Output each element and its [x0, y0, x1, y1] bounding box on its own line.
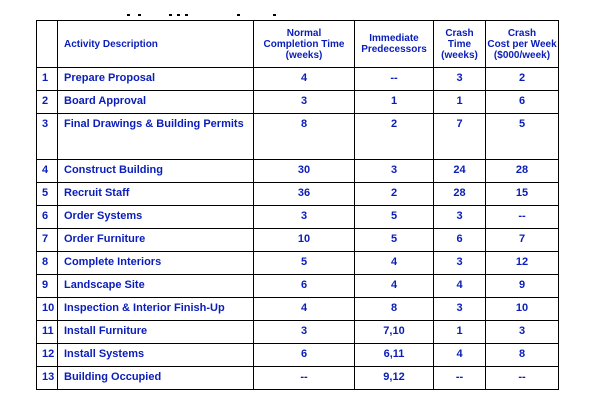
- table-row: [37, 344, 559, 367]
- row-number: 4: [37, 160, 58, 183]
- activity-description: Install Systems: [58, 344, 254, 367]
- crash-time: 24: [434, 160, 486, 183]
- header-pred-line1: Immediate: [369, 33, 419, 44]
- crash-cost-per-week: 9: [486, 275, 559, 298]
- immediate-predecessors: 5: [355, 229, 434, 252]
- header-normal-line1: Normal: [286, 27, 322, 39]
- crash-cost-per-week: 8: [486, 344, 559, 367]
- immediate-predecessors: 2: [355, 183, 434, 206]
- crash-time: 1: [434, 321, 486, 344]
- immediate-predecessors: 3: [355, 160, 434, 183]
- header-normal-line2: Completion Time: [263, 38, 345, 50]
- table-row: [37, 160, 559, 183]
- activity-description: Recruit Staff: [58, 183, 254, 206]
- crash-time: 3: [434, 206, 486, 229]
- activity-table-container: [36, 20, 559, 390]
- crash-time: 4: [434, 275, 486, 298]
- crash-time: 3: [434, 298, 486, 321]
- crash-time: 3: [434, 68, 486, 91]
- row-number: 13: [37, 367, 58, 390]
- activity-description: Inspection & Interior Finish-Up: [58, 298, 254, 321]
- header-cost-line2: Cost per Week: [487, 38, 557, 50]
- activity-table: [36, 20, 559, 390]
- row-number: 1: [37, 68, 58, 91]
- normal-completion-time: --: [254, 367, 355, 390]
- crash-cost-per-week: 10: [486, 298, 559, 321]
- header-crash-line3: (weeks): [441, 49, 478, 61]
- table-body: [37, 68, 559, 390]
- header-immediate-predecessors: [355, 21, 434, 68]
- crash-cost-per-week: 2: [486, 68, 559, 91]
- immediate-predecessors: 6,11: [355, 344, 434, 367]
- immediate-predecessors: 1: [355, 91, 434, 114]
- immediate-predecessors: --: [355, 68, 434, 91]
- table-row: [37, 114, 559, 160]
- row-number: 10: [37, 298, 58, 321]
- table-row: [37, 298, 559, 321]
- normal-completion-time: 6: [254, 344, 355, 367]
- activity-description: Building Occupied: [58, 367, 254, 390]
- table-row: [37, 229, 559, 252]
- header-crash-cost-per-week: [486, 21, 559, 68]
- activity-description: Complete Interiors: [58, 252, 254, 275]
- immediate-predecessors: 9,12: [355, 367, 434, 390]
- row-number: 6: [37, 206, 58, 229]
- table-row: [37, 321, 559, 344]
- crash-cost-per-week: 15: [486, 183, 559, 206]
- activity-description: Final Drawings & Building Permits: [58, 114, 254, 160]
- activity-description: Construct Building: [58, 160, 254, 183]
- crash-cost-per-week: --: [486, 206, 559, 229]
- crash-time: 4: [434, 344, 486, 367]
- row-number: 8: [37, 252, 58, 275]
- header-cost-line3: ($000/week): [493, 49, 551, 61]
- normal-completion-time: 8: [254, 114, 355, 160]
- table-row: [37, 206, 559, 229]
- normal-completion-time: 36: [254, 183, 355, 206]
- crash-cost-per-week: 5: [486, 114, 559, 160]
- cropped-text-marks: [127, 14, 277, 18]
- normal-completion-time: 10: [254, 229, 355, 252]
- table-row: [37, 183, 559, 206]
- table-row: [37, 367, 559, 390]
- table-row: [37, 91, 559, 114]
- normal-completion-time: 4: [254, 68, 355, 91]
- normal-completion-time: 30: [254, 160, 355, 183]
- immediate-predecessors: 4: [355, 275, 434, 298]
- table-row: [37, 252, 559, 275]
- header-normal-line3: (weeks): [285, 49, 323, 61]
- crash-cost-per-week: 12: [486, 252, 559, 275]
- row-number: 5: [37, 183, 58, 206]
- row-number: 11: [37, 321, 58, 344]
- crash-cost-per-week: 6: [486, 91, 559, 114]
- crash-cost-per-week: 3: [486, 321, 559, 344]
- header-crash-time: [434, 21, 486, 68]
- table-row: [37, 68, 559, 91]
- crash-time: 7: [434, 114, 486, 160]
- activity-description: Prepare Proposal: [58, 68, 254, 91]
- activity-description: Order Systems: [58, 206, 254, 229]
- crash-cost-per-week: 28: [486, 160, 559, 183]
- crash-cost-per-week: 7: [486, 229, 559, 252]
- immediate-predecessors: 7,10: [355, 321, 434, 344]
- activity-description: Install Furniture: [58, 321, 254, 344]
- header-crash-line2: Time: [447, 38, 472, 50]
- row-number: 7: [37, 229, 58, 252]
- immediate-predecessors: 4: [355, 252, 434, 275]
- activity-description: Order Furniture: [58, 229, 254, 252]
- normal-completion-time: 5: [254, 252, 355, 275]
- row-number: 3: [37, 114, 58, 160]
- normal-completion-time: 3: [254, 206, 355, 229]
- row-number: 12: [37, 344, 58, 367]
- header-number: [37, 21, 58, 68]
- crash-cost-per-week: --: [486, 367, 559, 390]
- crash-time: 3: [434, 252, 486, 275]
- header-cost-line1: Crash: [507, 27, 537, 39]
- immediate-predecessors: 2: [355, 114, 434, 160]
- normal-completion-time: 6: [254, 275, 355, 298]
- header-pred-line2: Predecessors: [361, 44, 427, 55]
- table-header-row: [37, 21, 559, 68]
- crash-time: 1: [434, 91, 486, 114]
- row-number: 9: [37, 275, 58, 298]
- row-number: 2: [37, 91, 58, 114]
- header-normal-completion-time: [254, 21, 355, 68]
- normal-completion-time: 3: [254, 91, 355, 114]
- header-crash-line1: Crash: [445, 27, 474, 39]
- activity-description: Board Approval: [58, 91, 254, 114]
- normal-completion-time: 3: [254, 321, 355, 344]
- activity-description: Landscape Site: [58, 275, 254, 298]
- table-row: [37, 275, 559, 298]
- header-activity-description: Activity Description: [58, 21, 254, 68]
- normal-completion-time: 4: [254, 298, 355, 321]
- crash-time: 28: [434, 183, 486, 206]
- immediate-predecessors: 5: [355, 206, 434, 229]
- crash-time: 6: [434, 229, 486, 252]
- immediate-predecessors: 8: [355, 298, 434, 321]
- crash-time: --: [434, 367, 486, 390]
